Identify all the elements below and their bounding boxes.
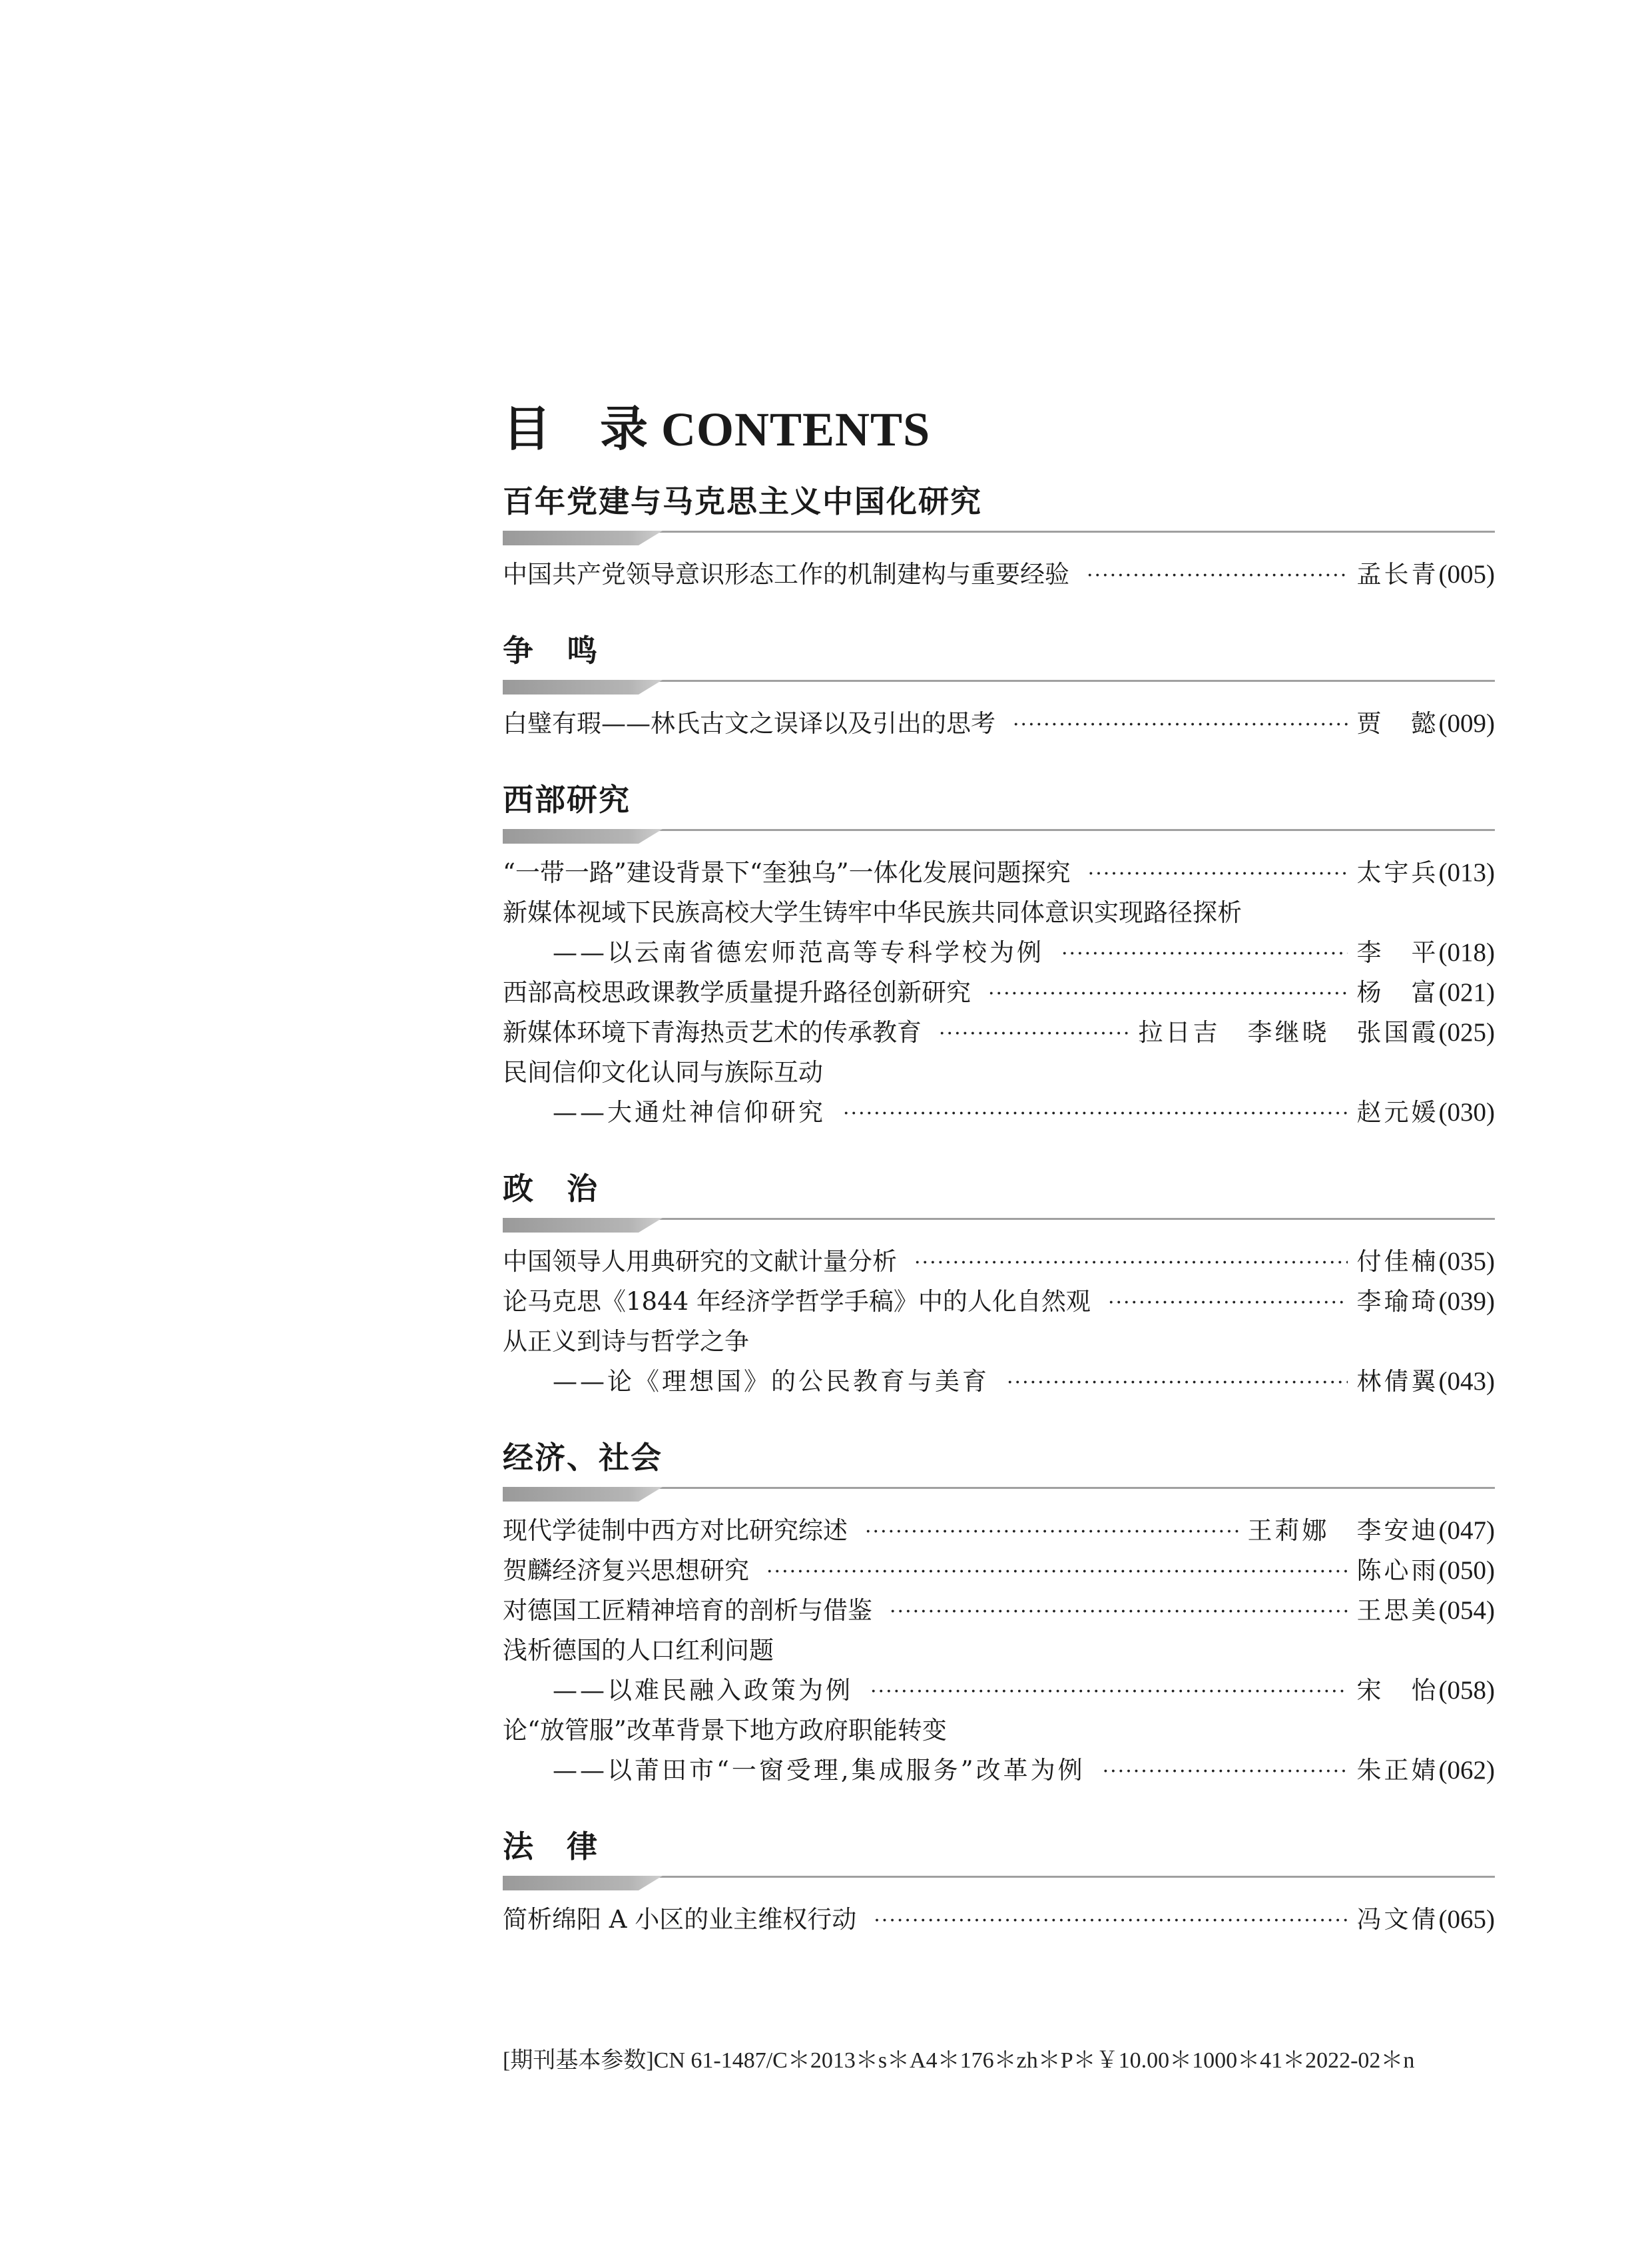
entry-title: 民间信仰文化认同与族际互动	[503, 1058, 823, 1087]
toc-section	[503, 481, 1495, 595]
entry-page: (030)	[1438, 1098, 1495, 1127]
entry-author: 孟长青	[1356, 560, 1439, 589]
toc-entry[interactable]	[503, 1053, 1495, 1093]
section-entries	[503, 555, 1495, 595]
leader-dots	[870, 1673, 1348, 1711]
leader-dots	[1108, 1284, 1348, 1322]
entry-author: 王思美	[1356, 1596, 1439, 1625]
entry-page: (021)	[1438, 978, 1495, 1007]
entry-title: 新媒体环境下青海热贡艺术的传承教育	[503, 1018, 922, 1047]
entry-author: 太宇兵	[1356, 858, 1439, 887]
leader-dots	[939, 1015, 1129, 1053]
leader-dots	[914, 1245, 1348, 1282]
toc-entry[interactable]	[503, 933, 1495, 973]
leader-dots	[1103, 1753, 1348, 1791]
toc-entry[interactable]	[503, 1242, 1495, 1282]
section-divider	[503, 825, 1495, 846]
entry-title: ——以云南省德宏师范高等专科学校为例	[553, 938, 1044, 967]
section-entries	[503, 1511, 1495, 1791]
entry-title: 现代学徒制中西方对比研究综述	[503, 1516, 848, 1545]
section-entries	[503, 853, 1495, 1133]
entry-title: 中国领导人用典研究的文献计量分析	[503, 1247, 897, 1276]
section-title: 西部研究	[503, 782, 631, 818]
leader-dots	[766, 1553, 1348, 1591]
leader-dots	[1088, 856, 1348, 893]
toc-entry[interactable]	[503, 1631, 1495, 1671]
toc-entry[interactable]	[503, 1551, 1495, 1591]
entry-author: 李 平	[1356, 938, 1439, 967]
toc-entry[interactable]	[503, 853, 1495, 893]
entry-title: 从正义到诗与哲学之争	[503, 1327, 749, 1356]
entry-title: ——以难民融入政策为例	[553, 1676, 853, 1705]
entry-page: (018)	[1438, 938, 1495, 967]
leader-dots	[1013, 706, 1348, 744]
entry-title: ——大通灶神信仰研究	[553, 1098, 826, 1127]
section-entries	[503, 1900, 1495, 1940]
toc-entry[interactable]	[503, 1013, 1495, 1053]
entry-page: (035)	[1438, 1247, 1495, 1276]
entry-title: 对德国工匠精神培育的剖析与借鉴	[503, 1596, 872, 1625]
entry-author: 赵元媛	[1356, 1098, 1439, 1127]
section-divider	[503, 527, 1495, 548]
entry-title: 论马克思《1844 年经济学哲学手稿》中的人化自然观	[503, 1287, 1091, 1316]
toc-entry[interactable]	[503, 1751, 1495, 1791]
toc-section	[503, 780, 1495, 1133]
leader-dots	[890, 1593, 1348, 1631]
entry-title: ——论《理想国》的公民教育与美育	[553, 1367, 989, 1396]
journal-parameters: [期刊基本参数]CN 61-1487/C＊2013＊s＊A4＊176＊zh＊P＊￥10.00＊1000＊41＊2022-02＊n	[503, 2048, 1415, 2073]
page-title: 目 录 CONTENTS	[503, 403, 931, 456]
toc-entry[interactable]	[503, 1322, 1495, 1362]
entry-page: (050)	[1438, 1556, 1495, 1585]
section-title: 争 鸣	[503, 633, 599, 669]
toc-section	[503, 1438, 1495, 1791]
entry-title: 简析绵阳 A 小区的业主维权行动	[503, 1905, 857, 1934]
entry-title: 贺麟经济复兴思想研究	[503, 1556, 749, 1585]
entry-author: 朱正婧	[1356, 1756, 1439, 1785]
toc-entry[interactable]	[503, 704, 1495, 744]
entry-title: “一带一路”建设背景下“奎独乌”一体化发展问题探究	[503, 858, 1071, 887]
entry-author: 付佳楠	[1356, 1247, 1439, 1276]
leader-dots	[1007, 1364, 1348, 1402]
entry-page: (043)	[1438, 1367, 1495, 1396]
section-title: 百年党建与马克思主义中国化研究	[503, 483, 982, 519]
toc-entry[interactable]	[503, 973, 1495, 1013]
entry-author: 王莉娜 李安迪	[1247, 1516, 1439, 1545]
leader-dots	[988, 976, 1348, 1013]
entry-title: 浅析德国的人口红利问题	[503, 1636, 774, 1665]
entry-author: 冯文倩	[1356, 1905, 1439, 1934]
entry-page: (054)	[1438, 1596, 1495, 1625]
section-divider	[503, 676, 1495, 697]
section-title: 法 律	[503, 1828, 599, 1864]
entry-page: (058)	[1438, 1676, 1495, 1705]
entry-page: (062)	[1438, 1756, 1495, 1785]
entry-title: 新媒体视域下民族高校大学生铸牢中华民族共同体意识实现路径探析	[503, 898, 1242, 927]
entry-title: 西部高校思政课教学质量提升路径创新研究	[503, 978, 971, 1007]
entry-author: 宋 怡	[1356, 1676, 1439, 1705]
entry-title: 中国共产党领导意识形态工作的机制建构与重要经验	[503, 560, 1069, 589]
toc-entry[interactable]	[503, 1711, 1495, 1751]
toc-section	[503, 1826, 1495, 1940]
entry-page: (009)	[1438, 709, 1495, 738]
entry-author: 贾 懿	[1356, 709, 1439, 738]
section-title: 政 治	[503, 1171, 599, 1207]
entry-title: 论“放管服”改革背景下地方政府职能转变	[503, 1716, 947, 1745]
toc-entry[interactable]	[503, 893, 1495, 933]
toc-section	[503, 631, 1495, 744]
entry-page: (013)	[1438, 858, 1495, 887]
toc-entry[interactable]	[503, 1591, 1495, 1631]
entry-author: 杨 富	[1356, 978, 1439, 1007]
toc-entry[interactable]	[503, 1671, 1495, 1711]
entry-title: 白璧有瑕——林氏古文之误译以及引出的思考	[503, 709, 995, 738]
entry-title: ——以莆田市“一窗受理,集成服务”改革为例	[553, 1756, 1085, 1785]
toc-entry[interactable]	[503, 1362, 1495, 1402]
leader-dots	[874, 1902, 1347, 1940]
toc-section	[503, 1169, 1495, 1402]
toc-entry[interactable]	[503, 1900, 1495, 1940]
entry-author: 林倩翼	[1356, 1367, 1439, 1396]
toc-entry[interactable]	[503, 1282, 1495, 1322]
entry-page: (025)	[1438, 1018, 1495, 1047]
entry-page: (047)	[1438, 1516, 1495, 1545]
table-of-contents	[503, 396, 1495, 1940]
section-entries	[503, 1242, 1495, 1402]
section-divider	[503, 1214, 1495, 1235]
section-divider	[503, 1872, 1495, 1893]
leader-dots	[843, 1095, 1348, 1133]
section-title: 经济、社会	[503, 1440, 663, 1476]
entry-author: 拉日吉 李继晓 张国霞	[1138, 1018, 1439, 1047]
toc-entry[interactable]	[503, 555, 1495, 595]
toc-entry[interactable]	[503, 1511, 1495, 1551]
entry-page: (005)	[1438, 560, 1495, 589]
leader-dots	[1061, 936, 1348, 973]
section-divider	[503, 1483, 1495, 1504]
toc-entry[interactable]	[503, 1093, 1495, 1133]
section-entries	[503, 704, 1495, 744]
entry-author: 陈心雨	[1356, 1556, 1439, 1585]
toc-sections	[503, 481, 1495, 1940]
entry-page: (065)	[1438, 1905, 1495, 1934]
leader-dots	[865, 1514, 1239, 1551]
leader-dots	[1087, 557, 1348, 595]
entry-page: (039)	[1438, 1287, 1495, 1316]
entry-author: 李瑜琦	[1356, 1287, 1439, 1316]
